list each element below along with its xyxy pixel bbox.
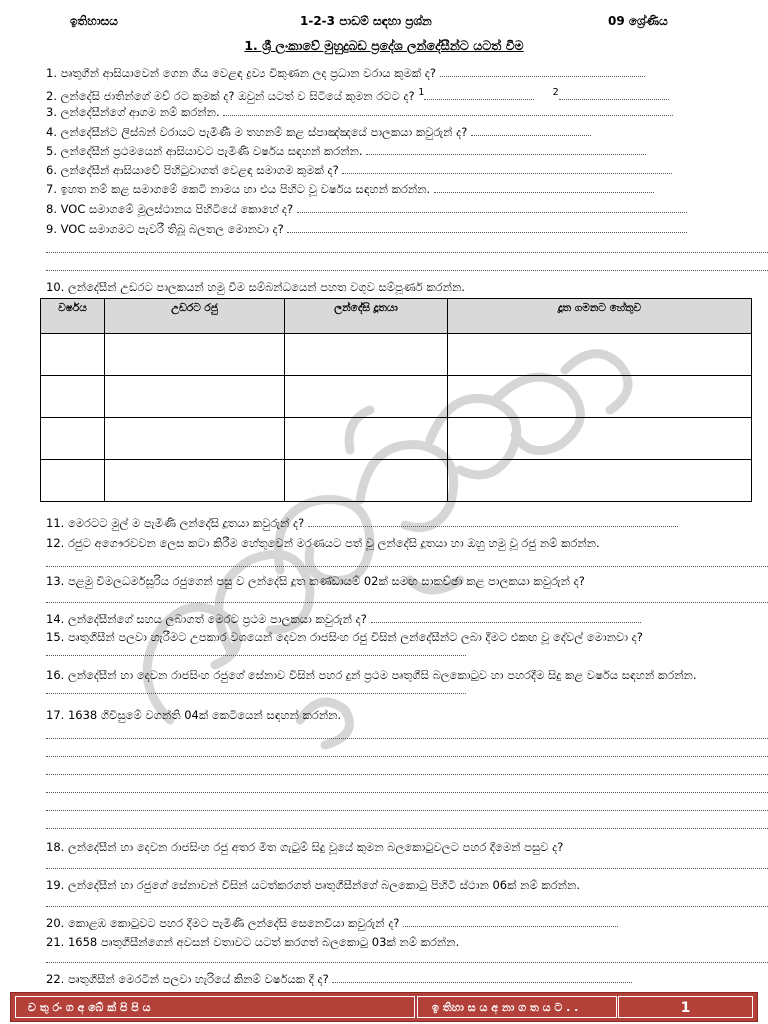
answer-line[interactable] (342, 163, 672, 174)
answer-line[interactable] (46, 683, 466, 694)
question-18: 18. ලන්දේසීන් හා දෙවන රාජසිංහ රජු අතර මිත ගැටුම් සිදු වූයේ කුමන බලකොටුවලට පහර දීමෙන් පසුව ද? (46, 840, 564, 854)
answer-line[interactable] (332, 972, 632, 983)
answer-line[interactable] (46, 962, 768, 963)
question-9: 9. VOC සමාගමට පැවරී තිබූ බලතල මොනවා ද? (46, 222, 726, 237)
table-cell[interactable] (285, 376, 448, 418)
question-12: 12. රජුට අගෞරවවන ලෙස කටා කිරීම හේතුවෙන් මරණයට පත් වූ ලන්දේසි දූතයා හා ඔහු හමු වූ රජු නම් කරන්න. (46, 536, 600, 550)
table-row (41, 418, 752, 460)
question-15: 15. පෘතුගීසීන් පලවා හැරීමට උපකාර වශයෙන් දෙවන රාජසිංහ රජු විසින් ලන්දේසීන්ට ලබා දීමට එකඟ වූ දේවල් මොනවා ද? (46, 630, 706, 660)
answer-line[interactable] (366, 144, 646, 155)
table-cell[interactable] (41, 334, 105, 376)
table-cell[interactable] (41, 418, 105, 460)
answer-line[interactable] (46, 828, 768, 829)
question-10: 10. ලන්දේසීන් උඩරට පාලකයන් හමු වීම සම්බන්ධයෙන් පහත වගුව සම්පූර්ණ කරන්න. (46, 280, 465, 294)
lessons-label: 1-2-3 පාඩම් සඳහා ප්‍රශ්න (300, 14, 432, 28)
column-header-reason: දූත ගමනට හේතුව (448, 299, 752, 334)
question-14: 14. ලන්දේසීන්ගේ සහය ලබාගත් මෙරට ප්‍රථම පාලකයා කවුරුන් ද? (46, 612, 726, 627)
answer-line[interactable] (46, 566, 768, 567)
table-cell[interactable] (41, 376, 105, 418)
column-header-year: වර්ෂය (41, 299, 105, 334)
question-19: 19. ලන්දේසීන් හා රජුගේ සේනාවන් විසින් යටත්කරගත් පෘතුගීසීන්ගේ බලකොටු පිහිටි ස්ථාන 06ක් නම් කරන්න. (46, 878, 580, 892)
question-1: 1. පෘතුගීන් ආසියාවෙන් ගෙන ගිය වෙළඳ ද්‍රව්‍ය විකුණන ලද ප්‍රධාන වරාය කුමක් ද? (46, 66, 726, 81)
table-cell[interactable] (448, 376, 752, 418)
question-3: 3. ලන්දේසීන්ගේ ආගම නම් කරන්න. (46, 105, 726, 120)
answer-line[interactable] (297, 202, 687, 213)
question-2: 2. ලන්දේසි ජාතින්ගේ මව් රට කුමක් ද? ඔවුන් යටත් ව සිටියේ කුමන රටට ද? $^1$ $^2$ (46, 85, 726, 104)
table-header-row (41, 299, 752, 334)
answer-line[interactable] (46, 810, 768, 811)
question-8: 8. VOC සමාගමේ මූලස්ථානය පිහිටියේ කොහේ ද? (46, 202, 726, 217)
subject-label: ඉතිහාසය (70, 14, 118, 28)
question-21: 21. 1658 පෘතුගීසීන්ගෙන් අවසන් වතාවට යටත් කරගත් බලකොටු 03ක් නම් කරන්න. (46, 935, 460, 949)
question-20: 20. කොළඹ කොටුවට පහර දීමට පැමිණි ලන්දේසි සෙනෙවියා කවුරුන් ද? (46, 916, 726, 931)
answer-line[interactable] (46, 645, 466, 656)
table-cell[interactable] (285, 460, 448, 502)
page-header (0, 14, 768, 32)
answer-line[interactable] (46, 738, 768, 739)
answer-line[interactable] (46, 252, 768, 253)
question-4: 4. ලන්දේසීන්ට ලිස්බන් වරායට පැමිණී ම තහනම් කළ ස්පාඤ්ඤයේ පාලකයා කවුරුන් ද? (46, 125, 726, 140)
table-cell[interactable] (105, 376, 285, 418)
answer-line[interactable] (223, 105, 673, 116)
question-17: 17. 1638 ගිවිසුමේ වගන්ති 04ක් කෙටියෙන් සඳහන් කරන්න. (46, 708, 342, 722)
table-cell[interactable] (285, 334, 448, 376)
table-cell[interactable] (41, 460, 105, 502)
table-cell[interactable] (105, 418, 285, 460)
table-cell[interactable] (105, 334, 285, 376)
answer-line[interactable] (434, 182, 654, 193)
answer-line[interactable] (371, 612, 641, 623)
answer-line[interactable] (46, 906, 768, 907)
table-cell[interactable] (285, 418, 448, 460)
page-title: 1. ශ්‍රී ලංකාවේ මුහුදුබඩ ප්‍රදේශ ලන්දේසීන්ට යටත් වීම (244, 38, 524, 53)
question-22: 22. පෘතුගීසීන් මෙරටින් පලවා හැරියේ කිනම් වර්ෂයක දී ද? (46, 972, 726, 987)
table-row (41, 334, 752, 376)
column-header-king: උඩරට රජු (105, 299, 285, 334)
question-5: 5. ලන්දේසීන් ප්‍රථමයෙන් ආසියාවට පැමිණි වර්ෂය සඳහන් කරන්න. (46, 144, 726, 159)
answer-line[interactable] (287, 222, 687, 233)
column-header-envoy: ලන්දේසි දූතයා (285, 299, 448, 334)
question-13: 13. පළමු විමලධර්මසූරිය රජුගෙන් පසු ව ලන්දේසි දූත කණ්ඩායම් 02ක් සමඟ සාකච්ඡා කළ පාලකයා කවුරුන් ද? (46, 574, 585, 588)
answer-line[interactable] (308, 516, 678, 527)
table-row (41, 460, 752, 502)
answer-line[interactable] (46, 602, 768, 603)
answer-line[interactable] (46, 792, 768, 793)
question-11: 11. මෙරටට මුල් ම පැමිණි ලන්දේසි දූතයා කවුරුන් ද? (46, 516, 726, 531)
answer-line[interactable] (46, 774, 768, 775)
answer-line[interactable] (46, 868, 768, 869)
question-16: 16. ලන්දේසීන් හා දෙවන රාජසිංහ රජුගේ සේනාව විසින් පහර දුන් ප්‍රථම පෘතුගීසි බලකොටුව හා පහරදීම සිදු කළ වර්ෂය සඳහන් කරන්න. (46, 668, 706, 698)
answer-line[interactable] (559, 89, 669, 100)
answer-line[interactable] (440, 66, 645, 77)
footer-slogan: ඉ තිහා ස ය අ නා ග ත ය ට . . (417, 996, 617, 1018)
table-cell[interactable] (448, 334, 752, 376)
question-7: 7. ඉහත නම් කළ සමාගමේ කෙටි නාමය හා එය පිහිට වූ වර්ෂය සඳහන් කරන්න. (46, 182, 726, 197)
envoys-table (40, 298, 752, 502)
table-cell[interactable] (448, 460, 752, 502)
answer-line[interactable] (46, 756, 768, 757)
page-number: 1 (618, 996, 753, 1018)
footer-author: ච තු රං ග අ බේ ක් පි පි ය (15, 996, 415, 1018)
table-row (41, 376, 752, 418)
table-cell[interactable] (448, 418, 752, 460)
grade-label: 09 ශ්‍රේණිය (608, 14, 668, 28)
question-6: 6. ලන්දේසීන් ආසියාවේ පිහිටුවාගත් වෙළඳ සමාගම කුමක් ද? (46, 163, 726, 178)
page-footer (10, 992, 758, 1022)
table-cell[interactable] (105, 460, 285, 502)
answer-line[interactable] (424, 89, 534, 100)
answer-line[interactable] (403, 916, 618, 927)
answer-line[interactable] (471, 125, 591, 136)
answer-line[interactable] (46, 270, 768, 271)
